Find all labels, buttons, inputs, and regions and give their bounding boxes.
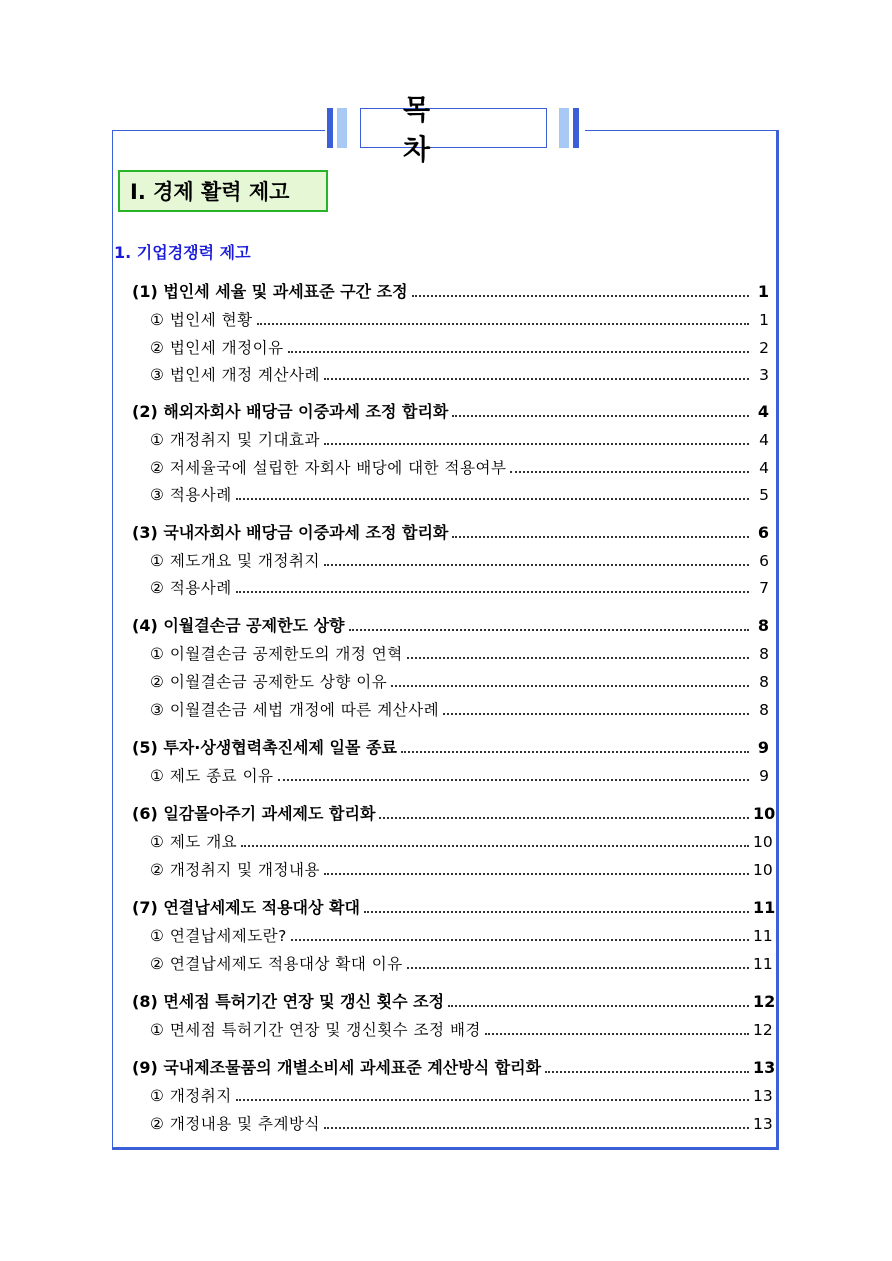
- dot-leader: [349, 629, 750, 631]
- dot-leader: [545, 1071, 749, 1073]
- toc-page-number: 13: [753, 1087, 773, 1105]
- toc-entry-label: (2) 해외자회사 배당금 이중과세 조정 합리화: [132, 402, 449, 421]
- toc-entry-label: (7) 연결납세제도 적용대상 확대: [132, 898, 360, 917]
- toc-entry-label: ③ 이월결손금 세법 개정에 따른 계산사례: [150, 701, 440, 719]
- dot-leader: [291, 939, 749, 941]
- dot-leader: [324, 564, 749, 566]
- toc-entry-label: ① 법인세 현황: [150, 311, 253, 329]
- title-bar-decoration: [337, 108, 347, 148]
- toc-entry-label: ③ 적용사례: [150, 486, 232, 504]
- toc-entry-label: (3) 국내자회사 배당금 이중과세 조정 합리화: [132, 523, 449, 542]
- dot-leader: [401, 751, 749, 753]
- toc-subentry[interactable]: [0, 306, 892, 330]
- dot-leader: [485, 1033, 749, 1035]
- toc-page-number: 9: [759, 767, 769, 785]
- dot-leader: [236, 591, 749, 593]
- toc-entry-label: (6) 일감몰아주기 과세제도 합리화: [132, 804, 376, 823]
- toc-entry-label: (9) 국내제조물품의 개별소비세 과세표준 계산방식 합리화: [132, 1058, 542, 1077]
- dot-leader: [324, 873, 749, 875]
- toc-subentry[interactable]: [0, 454, 892, 478]
- toc-entry-label: ③ 법인세 개정 계산사례: [150, 366, 320, 384]
- toc-page-number: 11: [753, 927, 773, 945]
- toc-subentry[interactable]: [0, 1082, 892, 1106]
- dot-leader: [452, 415, 749, 417]
- toc-page-number: 6: [757, 523, 769, 542]
- toc-entry[interactable]: [0, 398, 892, 422]
- toc-subentry[interactable]: [0, 856, 892, 880]
- dot-leader: [379, 817, 749, 819]
- dot-leader: [448, 1005, 749, 1007]
- toc-page-number: 12: [753, 1021, 773, 1039]
- toc-entry-label: ① 면세점 특허기간 연장 및 갱신횟수 조정 배경: [150, 1021, 481, 1039]
- toc-page-number: 12: [753, 992, 776, 1011]
- toc-page-number: 1: [759, 311, 769, 329]
- toc-entry[interactable]: [0, 734, 892, 758]
- toc-entry[interactable]: [0, 988, 892, 1012]
- toc-entry[interactable]: [0, 612, 892, 636]
- toc-entry-label: ② 이월결손금 공제한도 상향 이유: [150, 673, 388, 691]
- toc-subentry[interactable]: [0, 547, 892, 571]
- toc-page-number: 10: [753, 861, 773, 879]
- toc-page-number: 3: [759, 366, 769, 384]
- toc-entry-label: ② 개정내용 및 추계방식: [150, 1115, 320, 1133]
- toc-entry-label: ② 저세율국에 설립한 자회사 배당에 대한 적용여부: [150, 459, 507, 477]
- toc-entry-label: (5) 투자·상생협력촉진세제 일몰 종료: [132, 738, 397, 757]
- dot-leader: [407, 657, 749, 659]
- toc-entry-label: ① 개정취지: [150, 1087, 232, 1105]
- toc-entry[interactable]: [0, 1054, 892, 1078]
- dot-leader: [407, 967, 749, 969]
- toc-entry-label: ① 이월결손금 공제한도의 개정 연혁: [150, 645, 403, 663]
- toc-page-number: 11: [753, 955, 773, 973]
- toc-entry[interactable]: [0, 278, 892, 302]
- dot-leader: [510, 471, 749, 473]
- toc-subentry[interactable]: [0, 361, 892, 385]
- toc-entry-label: ② 연결납세제도 적용대상 확대 이유: [150, 955, 403, 973]
- page-title: 목 차: [360, 108, 547, 148]
- toc-subentry[interactable]: [0, 334, 892, 358]
- toc-entry-label: (4) 이월결손금 공제한도 상향: [132, 616, 345, 635]
- toc-subentry[interactable]: [0, 696, 892, 720]
- toc-page-number: 6: [759, 552, 769, 570]
- toc-page-number: 8: [757, 616, 769, 635]
- title-bar-decoration: [559, 108, 569, 148]
- dot-leader: [324, 1127, 749, 1129]
- toc-subentry[interactable]: [0, 762, 892, 786]
- dot-leader: [324, 378, 749, 380]
- toc-subentry[interactable]: [0, 1016, 892, 1040]
- dot-leader: [288, 351, 749, 353]
- title-bar-decoration: [327, 108, 333, 148]
- toc-subentry[interactable]: [0, 481, 892, 505]
- toc-entry-label: ① 개정취지 및 기대효과: [150, 431, 320, 449]
- toc-entry[interactable]: [0, 800, 892, 824]
- dot-leader: [236, 1099, 749, 1101]
- toc-subentry[interactable]: [0, 640, 892, 664]
- toc-entry[interactable]: [0, 894, 892, 918]
- toc-page-number: 5: [759, 486, 769, 504]
- dot-leader: [391, 685, 749, 687]
- toc-page-number: 10: [753, 804, 776, 823]
- dot-leader: [324, 443, 749, 445]
- toc-page-number: 4: [759, 459, 769, 477]
- toc-entry-label: ② 적용사례: [150, 579, 232, 597]
- toc-page-number: 8: [759, 701, 769, 719]
- toc-page-number: 8: [759, 645, 769, 663]
- title-bar-decoration: [573, 108, 579, 148]
- dot-leader: [257, 323, 749, 325]
- dot-leader: [364, 911, 749, 913]
- toc-page-number: 4: [759, 431, 769, 449]
- toc-page-number: 11: [753, 898, 776, 917]
- toc-subentry[interactable]: [0, 922, 892, 946]
- toc-entry-label: ② 법인세 개정이유: [150, 339, 284, 357]
- toc-page-number: 4: [757, 402, 769, 421]
- toc-subentry[interactable]: [0, 668, 892, 692]
- toc-page-number: 10: [753, 833, 773, 851]
- toc-subentry[interactable]: [0, 828, 892, 852]
- toc-subentry[interactable]: [0, 1110, 892, 1134]
- toc-entry-label: (1) 법인세 세율 및 과세표준 구간 조정: [132, 282, 408, 301]
- toc-entry-label: ① 제도 종료 이유: [150, 767, 274, 785]
- toc-page-number: 1: [757, 282, 769, 301]
- toc-page-number: 9: [757, 738, 769, 757]
- toc-page-number: 13: [753, 1115, 773, 1133]
- toc-entry-label: (8) 면세점 특허기간 연장 및 갱신 횟수 조정: [132, 992, 445, 1011]
- toc-page-number: 7: [759, 579, 769, 597]
- title-banner: [325, 93, 585, 166]
- dot-leader: [443, 713, 749, 715]
- toc-page-number: 2: [759, 339, 769, 357]
- toc-page-number: 8: [759, 673, 769, 691]
- toc-entry-label: ① 제도 개요: [150, 833, 238, 851]
- toc-page-number: 13: [753, 1058, 776, 1077]
- dot-leader: [278, 779, 749, 781]
- dot-leader: [452, 536, 749, 538]
- toc-entry[interactable]: [0, 519, 892, 543]
- toc-entry-label: ① 제도개요 및 개정취지: [150, 552, 320, 570]
- dot-leader: [412, 295, 749, 297]
- dot-leader: [236, 498, 749, 500]
- toc-subentry[interactable]: [0, 426, 892, 450]
- toc-entry-label: ② 개정취지 및 개정내용: [150, 861, 320, 879]
- toc-entry-label: ① 연결납세제도란?: [150, 927, 287, 945]
- section-heading: 1. 기업경쟁력 제고: [114, 243, 251, 262]
- toc-subentry[interactable]: [0, 950, 892, 974]
- toc-subentry[interactable]: [0, 574, 892, 598]
- chapter-heading: Ⅰ. 경제 활력 제고: [118, 170, 328, 212]
- dot-leader: [241, 845, 749, 847]
